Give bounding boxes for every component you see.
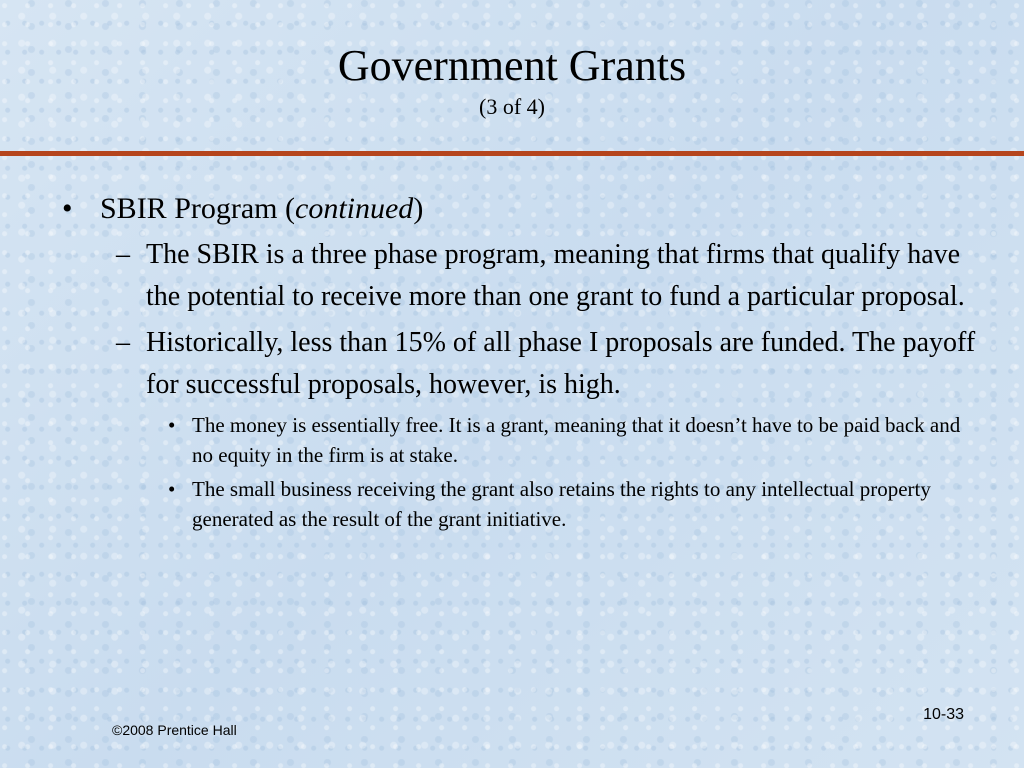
bullet-text-italic: continued (295, 192, 414, 225)
sub-sub-bullet-text: The money is essentially free. It is a grant, meaning that it doesn’t have to be paid back and no equity in the firm is at stake. (192, 413, 961, 467)
dash-marker: – (116, 239, 130, 270)
bullet-marker: • (168, 477, 176, 501)
bullet-text-suffix: ) (413, 192, 424, 225)
sub-bullet-text: Historically, less than 15% of all phase I proposals are funded. The payoff for successful proposals, however, is high. (146, 327, 976, 400)
bullet-marker: • (62, 192, 73, 225)
sub-bullet-historically (56, 322, 976, 406)
sub-bullet-text: The SBIR is a three phase program, meaning that firms that qualify have the potential to receive more than one grant to fund a particular proposal. (146, 239, 965, 312)
sub-sub-bullet-text: The small business receiving the grant also retains the rights to any intellectual property generated as the result of the grant initiative. (192, 477, 931, 531)
title-block (0, 40, 1024, 120)
bullet-sbir-program (56, 188, 976, 230)
footer-copyright: ©2008 Prentice Hall (112, 722, 237, 738)
slide-subtitle: (3 of 4) (479, 94, 545, 119)
bullet-marker: • (168, 413, 176, 437)
sub-bullet-three-phase (56, 234, 976, 318)
slide-content (56, 188, 976, 534)
dash-marker: – (116, 327, 130, 358)
bullet-text-prefix: SBIR Program ( (100, 192, 295, 225)
sub-sub-bullet-ip-rights (56, 474, 976, 534)
sub-sub-bullet-money-free (56, 410, 976, 470)
slide-number: 10-33 (923, 706, 964, 723)
title-divider (0, 151, 1024, 156)
slide-title: Government Grants (337, 41, 687, 90)
